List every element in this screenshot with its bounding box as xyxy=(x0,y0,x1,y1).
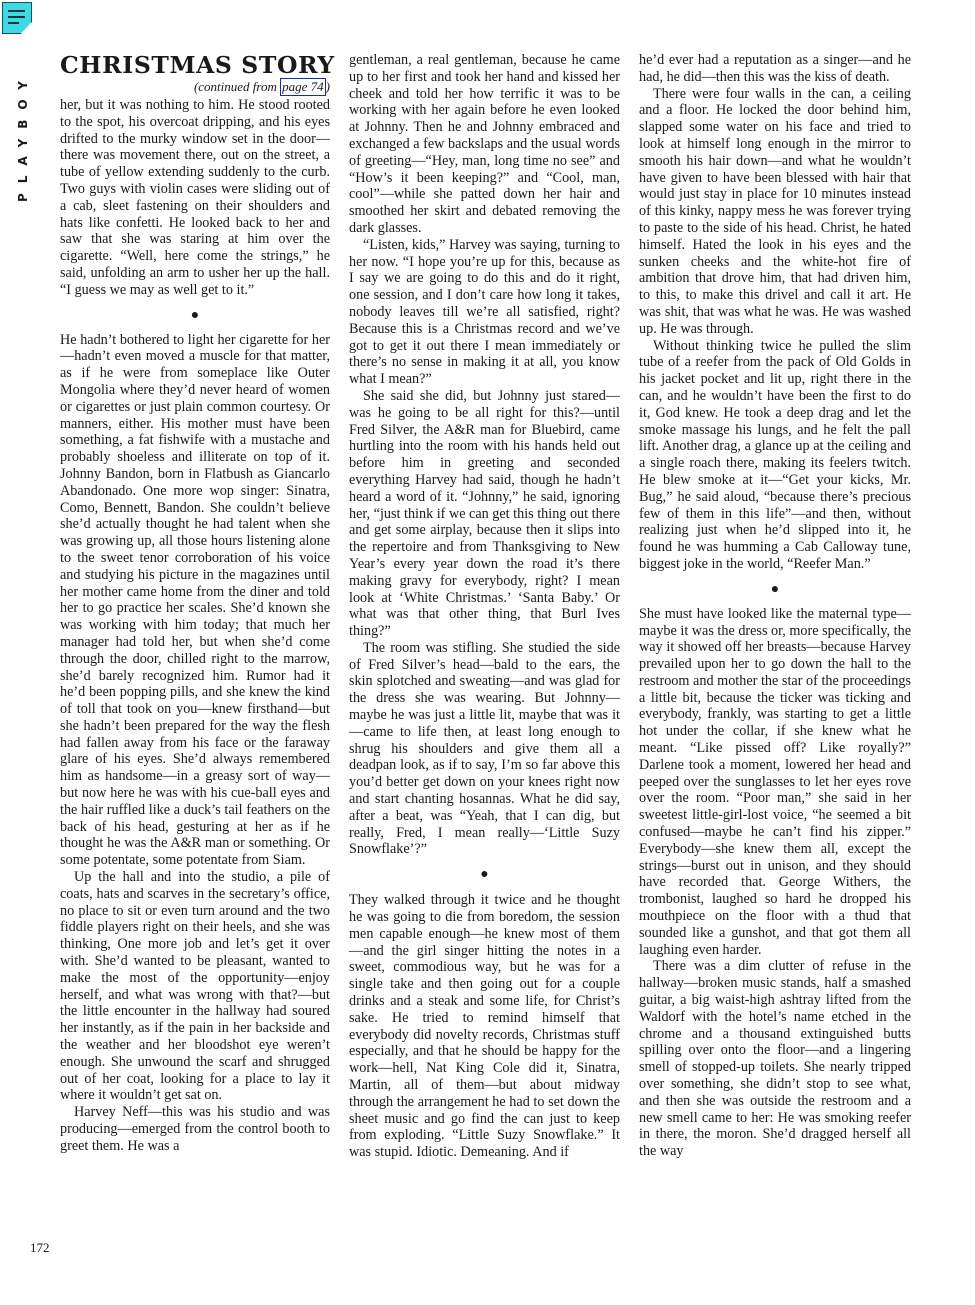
magazine-name: PLAYBOY xyxy=(16,71,30,202)
menu-line xyxy=(8,16,25,18)
paragraph: There was a dim clutter of refuse in the hallway—broken music stands, half a smashed guitar, a big waist-high ashtray lifted from the Waldorf with the hotel’s name etched in the chrome and a thousand extinguished butts spilling over onto the floor—and a lingering smell of stopped-up toilets. She nearly tripped over something, she didn’t stop to see what, and then she was outside the restroom and a new smell came to her: He was smoking reefer in there, the moron. She’d dragged herself all the way xyxy=(639,958,911,1160)
continued-suffix: ) xyxy=(325,79,330,94)
paragraph: They walked through it twice and he thought he was going to die from boredom, the session men capable enough—he knew most of them—and the girl singer hitting the notes in a sweet, commodious way, but he was for a single take and then going out for a couple drinks and a steak and some life, for Christ’s sake. He tried to remind himself that everybody did novelty records, Christmas stuff especially, and that he should be happy for the work—hell, Nat King Cole did it, Sinatra, Martin, all of them—but about midway through the arrangement he had to set down the sheet music and go find the can just to keep from exploding. “Little Suzy Snowflake.” It was stupid. Idiotic. Demeaning. And if xyxy=(349,892,620,1161)
section-break: ● xyxy=(480,867,489,883)
paragraph: he’d ever had a reputation as a singer—and he had, he did—then this was the kiss of death. xyxy=(639,52,911,85)
page-number: 172 xyxy=(30,1240,50,1255)
section-break: ● xyxy=(770,581,780,597)
menu-line xyxy=(8,10,25,12)
paragraph: There were four walls in the can, a ceiling and a floor. He locked the door behind him, slapped some water on his face and tried to look at himself long enough in the mirror to smooth his hair down—and what he wouldn’t have given to have been blessed with hair that would just stay in place for 10 minutes instead of this kinky, nappy mess he was forever trying to paste to the side of his head. Christ, he hated himself. Hated the look in his eyes and the sunken cheeks and the white-hot fire of ambition that drove him, that had driven him, to this, to make this drivel and call it art. He was shit, that was what he was. He was washed up. He was through. xyxy=(639,85,911,337)
column-3 xyxy=(639,52,911,1160)
paragraph: Up the hall and into the studio, a pile of coats, hats and scarves in the secretary’s office, no place to sit or even turn around and the two fiddle players right on their heels, and she was thinking, One more job and let’s get it over with. She’d wanted to be pleasant, wanted to make the most of the opportunity—enjoy herself, and what was wrong with that?—but the little encounter in the hallway had soured her instantly, as if the pain in her backside and the weather and her bloodshot eye weren’t enough. She unwound the scarf and shrugged out of her coat, looking for a place to lay it where it wouldn’t get sat on. xyxy=(60,869,330,1104)
paragraph: He hadn’t bothered to light her cigarette for her—hadn’t even moved a muscle for that matter, as if he were from someplace like Outer Mongolia where they’d never heard of women or cigarettes or just plain common courtesy. Or manners, either. His mother must have been something, a fat fishwife with a mustache and probably shoeless and illiterate on top of it. Johnny Bandon, born in Flatbush as Giancarlo Abandonado. One more wop singer: Sinatra, Como, Bennett, Bandon. She couldn’t believe she’d actually thought he had talent when she was growing up, all those hours listening alone to the sweet tenor corroboration of his voice and studying his picture in the magazines until her mother came home from the diner and told her to go practice her scales. She’d known she was working with him today; that much her manager had told her, but when she’d come through the door, chilled right to the marrow, she’d barely recognized him. Rumor had it he’d been popping pills, and she knew the kind of toll that took on you—knew firsthand—but she hadn’t been prepared for the way the flesh had fallen away from his face or the faraway glare of his eyes. She’d always remembered him as handsome—in a greasy sort of way—but now here he was with his cue-ball eyes and the hair ruffled like a duck’s tail feathers on the back of his head, gesturing at her as if he thought he was the A&R man or something. Or some potentate, some potentate from Siam. xyxy=(60,331,330,869)
continued-note xyxy=(60,78,330,96)
paragraph: Harvey Neff—this was his studio and was producing—emerged from the control booth to greet them. He was a xyxy=(60,1104,330,1154)
paragraph: Without thinking twice he pulled the slim tube of a reefer from the pack of Old Golds in his jacket pocket and lit up, right there in the can, and he wouldn’t have been the first to do it, God knew. He took a deep drag and let the smoke massage his lungs, and he felt the pall lift. Another drag, a glance up at the ceiling and a single roach there, making its feelers twitch. He blew smoke at it—“Get your kicks, Mr. Bug,” he said aloud, “because there’s precious few of them in this life”—and then, without realizing just when he’d slipped into it, he found he was humming a Cab Calloway tune, biggest joke in the world, “Reefer Man.” xyxy=(639,337,911,572)
paragraph: The room was stifling. She studied the side of Fred Silver’s head—bald to the ears, the skin splotched and sweating—and was glad for the dress she was wearing. But Johnny—maybe he was just a little lit, maybe that was it—came to life then, at least long enough to shrug his shoulders and give them all a deadpan look, as if to say, I’m so far above this you’d better get down on your knees right now and start chanting hosannas. What he did say, after a beat, was “Yeah, that I can dig, but really, Fred, I mean really—‘Little Suzy Snowflake’?” xyxy=(349,639,620,858)
column-2 xyxy=(349,52,620,1161)
paragraph: She said she did, but Johnny just stared—was he going to be all right for this?—until Fred Silver, the A&R man for Bluebird, came hurtling into the room with his hands held out before him in greeting and seconded everything Harvey had said, though he hadn’t heard a word of it. “Johnny,” he said, ignoring her, “just think if we can get this thing out there and get some airplay, because then it slips into the repertoire and from Thanksgiving to New Year’s every year down the road it’s there making gravy for everybody, right? I mean look at ‘White Christmas.’ ‘Santa Baby.’ Or what was that other thing, that Burl Ives thing?” xyxy=(349,387,620,640)
page-link[interactable]: page 74 xyxy=(282,79,324,94)
section-break: ● xyxy=(190,307,200,323)
paragraph: gentleman, a real gentleman, because he came up to her first and took her hand and kissed her cheek and told her how terrific it was to be working with her again before he even looked at Johnny. Then he and Johnny embraced and exchanged a few backslaps and the usual words of greeting—“Hey, man, long time no see” and “How’s it been keeping?” and “Cool, man, cool”—while she patted down her hair and smoothed her skirt and debated removing the dark glasses. xyxy=(349,52,620,236)
paragraph: her, but it was nothing to him. He stood rooted to the spot, his overcoat dripping, and his eyes drifted to the murky window set in the door—there was movement there, out on the street, a tube of yellow extending suddenly to the curb. Two guys with violin cases were sliding out of a cab, sleet fastening on their shoulders and hats like confetti. He looked back to her and saw that she was staring at him over the cigarette. “Well, here come the strings,” he said, unfolding an arm to usher her up the hall. “I guess we may as well get to it.” xyxy=(60,97,330,298)
paragraph: She must have looked like the maternal type—maybe it was the dress or, more specifically, the way it showed off her breasts—because Harvey prevailed upon her to go down the hall to the restroom and mother the star of the proceedings a little bit, because the ticker was ticking and everybody, frankly, was starting to get a little hot under the collar, if she knew what he meant. “Like pissed off? Like royally?” Darlene took a moment, lowered her head and peeped over the sunglasses to let her eyes rove over the room. “Poor man,” she said in her sweetest little-girl-lost voice, “he seemed a bit confused—maybe he can’t find his zipper.” Everybody—she knew them all, except the strings—burst out in unison, and they should have recorded that. George Withers, the trombonist, laughed so hard he dropped his mouthpiece on the floor with a thud that sounded like a gunshot, and that got them all laughing even harder. xyxy=(639,605,911,958)
continued-prefix: (continued from xyxy=(193,79,281,94)
menu-icon[interactable] xyxy=(2,2,32,34)
paragraph: “Listen, kids,” Harvey was saying, turning to her now. “I hope you’re up for this, because as I say we are going to do this and do it right, one session, and I don’t care how long it takes, nobody leaves till we’re all satisfied, right? Because this is a Christmas record and we’ve got to get it out there I mean immediately or there’s no sense in making it at all, you know what I mean?” xyxy=(349,236,620,388)
menu-line xyxy=(8,22,19,24)
story-title: CHRISTMAS STORY xyxy=(60,51,335,79)
column-1 xyxy=(60,51,335,1155)
